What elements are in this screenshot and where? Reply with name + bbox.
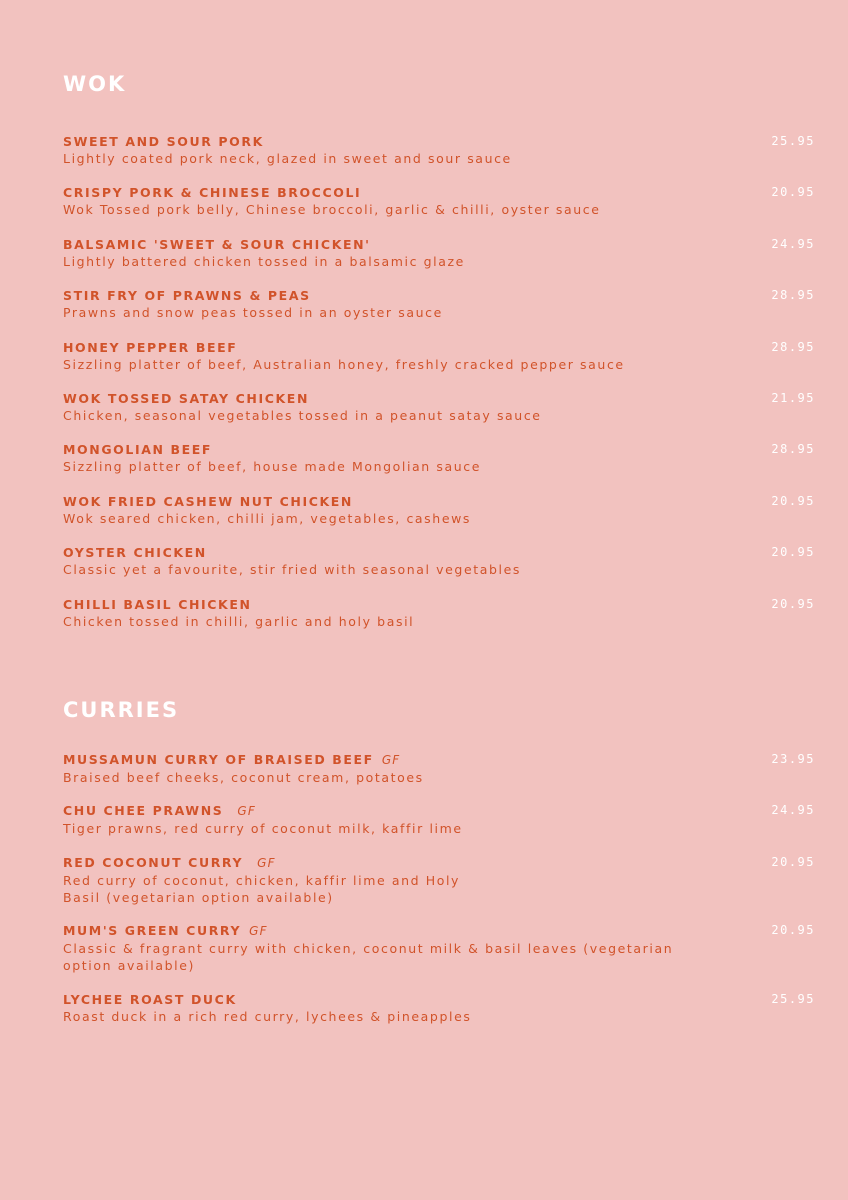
item-price: 24.95: [771, 237, 815, 251]
item-description: Lightly battered chicken tossed in a balsamic glaze: [63, 254, 465, 269]
item-description: Braised beef cheeks, coconut cream, potatoes: [63, 770, 424, 785]
item-price: 28.95: [771, 340, 815, 354]
menu-item: [63, 751, 815, 786]
item-name-text: RED COCONUT CURRY: [63, 855, 244, 870]
item-description: Wok seared chicken, chilli jam, vegetables, cashews: [63, 511, 472, 526]
item-name: CRISPY PORK & CHINESE BROCCOLI: [63, 185, 362, 200]
gf-tag: GF: [249, 924, 268, 938]
item-name: MONGOLIAN BEEF: [63, 442, 213, 457]
item-name: [63, 802, 815, 820]
item-description: Lightly coated pork neck, glazed in sweet and sour sauce: [63, 151, 512, 166]
item-description: Wok Tossed pork belly, Chinese broccoli, garlic & chilli, oyster sauce: [63, 202, 601, 217]
item-price: 23.95: [771, 752, 815, 766]
menu-item: [63, 339, 815, 373]
item-name: HONEY PEPPER BEEF: [63, 340, 238, 355]
menu-item: [63, 133, 815, 167]
item-name: OYSTER CHICKEN: [63, 545, 207, 560]
item-price: 28.95: [771, 288, 815, 302]
item-name-text: MUM'S GREEN CURRY: [63, 923, 242, 938]
section-title-curries: CURRIES: [63, 698, 180, 722]
item-description: Red curry of coconut, chicken, kaffir lime and Holy Basil (vegetarian option available): [63, 873, 461, 905]
item-price: 25.95: [771, 992, 815, 1006]
item-name-text: MUSSAMUN CURRY OF BRAISED BEEF: [63, 752, 374, 767]
menu-item: [63, 596, 815, 630]
gf-tag: GF: [237, 804, 256, 818]
item-name: BALSAMIC 'SWEET & SOUR CHICKEN': [63, 237, 371, 252]
item-price: 28.95: [771, 442, 815, 456]
item-price: 20.95: [771, 597, 815, 611]
item-price: 25.95: [771, 134, 815, 148]
menu-item: [63, 802, 815, 837]
menu-item: [63, 854, 815, 906]
menu-item: [63, 991, 815, 1025]
item-description: Classic & fragrant curry with chicken, coconut milk & basil leaves (vegetarian option available): [63, 941, 674, 973]
item-description: Sizzling platter of beef, house made Mongolian sauce: [63, 459, 482, 474]
item-price: 24.95: [771, 803, 815, 817]
item-name-text: CHU CHEE PRAWNS: [63, 803, 224, 818]
item-description: Classic yet a favourite, stir fried with seasonal vegetables: [63, 562, 522, 577]
item-name: CHILLI BASIL CHICKEN: [63, 597, 252, 612]
menu-item: [63, 922, 815, 974]
menu-item: [63, 493, 815, 527]
item-description: Roast duck in a rich red curry, lychees & pineapples: [63, 1009, 472, 1024]
gf-tag: GF: [381, 753, 401, 767]
item-name: WOK FRIED CASHEW NUT CHICKEN: [63, 494, 353, 509]
item-price: 20.95: [771, 545, 815, 559]
item-price: 20.95: [771, 185, 815, 199]
menu-item: [63, 390, 815, 424]
item-price: 20.95: [771, 923, 815, 937]
item-price: 20.95: [771, 494, 815, 508]
item-description: Prawns and snow peas tossed in an oyster sauce: [63, 305, 443, 320]
menu-item: [63, 236, 815, 270]
item-name: [63, 854, 815, 872]
gf-tag: GF: [257, 856, 276, 870]
menu-item: [63, 544, 815, 578]
item-description: Chicken tossed in chilli, garlic and holy basil: [63, 614, 415, 629]
item-name: [63, 751, 815, 769]
menu-item: [63, 441, 815, 475]
item-name: WOK TOSSED SATAY CHICKEN: [63, 391, 310, 406]
menu-item: [63, 184, 815, 218]
item-name: LYCHEE ROAST DUCK: [63, 992, 237, 1007]
item-name: SWEET AND SOUR PORK: [63, 134, 264, 149]
item-name: [63, 922, 815, 940]
item-name: STIR FRY OF PRAWNS & PEAS: [63, 288, 311, 303]
item-price: 20.95: [771, 855, 815, 869]
item-description: Sizzling platter of beef, Australian honey, freshly cracked pepper sauce: [63, 357, 625, 372]
item-description: Tiger prawns, red curry of coconut milk, kaffir lime: [63, 821, 463, 836]
menu-item: [63, 287, 815, 321]
section-title-wok: WOK: [63, 72, 127, 96]
item-price: 21.95: [771, 391, 815, 405]
item-description: Chicken, seasonal vegetables tossed in a peanut satay sauce: [63, 408, 542, 423]
